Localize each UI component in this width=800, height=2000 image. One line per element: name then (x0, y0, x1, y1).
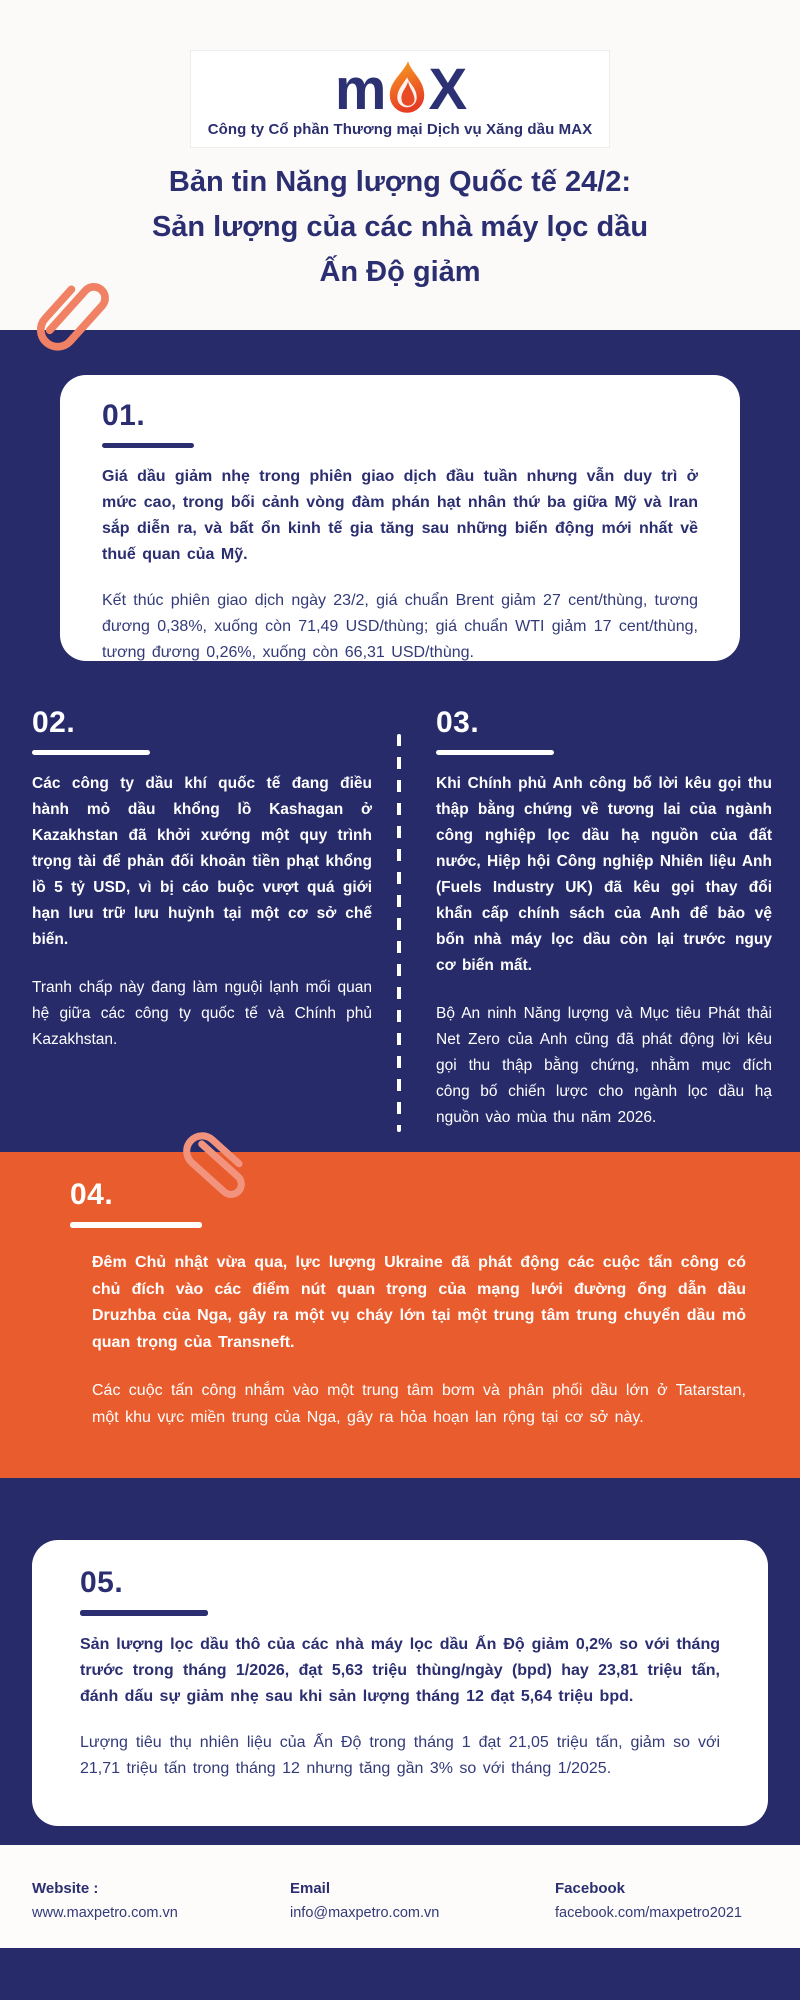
max-logo (334, 56, 466, 122)
section-02-underline (32, 750, 150, 755)
section-05-number: 05. (80, 1566, 124, 1599)
section-05-underline (80, 1610, 208, 1616)
logo-letter-x: X (428, 56, 466, 122)
section-05-body: Lượng tiêu thụ nhiên liệu của Ấn Độ trong tháng 1 đạt 21,05 triệu tấn, giảm so với 21,71 triệu tấn trong tháng 12 nhưng tăng gần 3% so với tháng 1/2025. (80, 1734, 720, 1777)
footer-website (32, 1880, 178, 1921)
footer-facebook-value: facebook.com/maxpetro2021 (555, 1905, 742, 1921)
section-04-number: 04. (70, 1178, 114, 1211)
section-01-card (60, 375, 740, 661)
section-03-underline (436, 750, 554, 755)
footer-email-label: Email (290, 1880, 331, 1897)
flame-icon (387, 60, 427, 116)
page-title-line3: Ấn Độ giảm (319, 256, 481, 288)
section-02-body: Tranh chấp này đang làm nguội lạnh mối quan hệ giữa các công ty quốc tế và Chính phủ Kazakhstan. (32, 979, 372, 1048)
section-02-number: 02. (32, 706, 76, 739)
section-03-lead: Khi Chính phủ Anh công bố lời kêu gọi thu thập bằng chứng về tương lai của ngành công nghiệp lọc dầu hạ nguồn của đất nước, Hiệp hội Công nghiệp Nhiên liệu Anh (Fuels Industry UK) đã kêu gọi thay đổi khẩn cấp chính sách của Anh để bảo vệ bốn nhà máy lọc dầu còn lại trước nguy cơ biến mất. (436, 775, 772, 974)
section-01-underline (102, 443, 194, 448)
logo-card (190, 50, 610, 148)
sections-02-03 (0, 706, 800, 1146)
section-05-lead: Sản lượng lọc dầu thô của các nhà máy lọc dầu Ấn Độ giảm 0,2% so với tháng trước trong tháng 1/2026, đạt 5,63 triệu thùng/ngày (bpd) hay 23,81 triệu tấn, đánh dấu sự giảm nhẹ sau khi sản lượng tháng 12 đạt 5,64 triệu bpd. (80, 1636, 720, 1705)
footer-website-label: Website : (32, 1880, 99, 1897)
company-name: Công ty Cổ phần Thương mại Dịch vụ Xăng dầu MAX (207, 120, 593, 138)
section-01-number: 01. (102, 399, 146, 432)
section-04-lead: Đêm Chủ nhật vừa qua, lực lượng Ukraine đã phát động các cuộc tấn công có chủ đích vào các điểm nút quan trọng của mạng lưới đường ống dẫn dầu Druzhba của Nga, gây ra một vụ cháy lớn tại một trung tâm trung chuyển dầu mỏ quan trọng của Transneft. (92, 1254, 746, 1351)
section-03 (436, 706, 772, 1131)
section-03-body: Bộ An ninh Năng lượng và Mục tiêu Phát thải Net Zero của Anh cũng đã phát động lời kêu gọi thu thập bằng chứng, nhằm mục đích công bố chiến lược cho ngành lọc dầu hạ nguồn vào mùa thu năm 2026. (436, 1005, 772, 1126)
footer-website-value: www.maxpetro.com.vn (32, 1905, 178, 1921)
footer-email-value: info@maxpetro.com.vn (290, 1905, 440, 1921)
logo-letter-m: m (334, 56, 385, 122)
page-title-line1: Bản tin Năng lượng Quốc tế 24/2: (168, 166, 632, 198)
footer-facebook (555, 1880, 742, 1921)
section-05-card (32, 1540, 768, 1826)
footer-facebook-label: Facebook (555, 1880, 626, 1897)
page-title-line2: Sản lượng của các nhà máy lọc dầu (151, 211, 649, 243)
section-04 (0, 1178, 800, 1431)
section-03-number: 03. (436, 706, 480, 739)
dashed-divider (397, 734, 401, 1132)
section-01-body: Kết thúc phiên giao dịch ngày 23/2, giá chuẩn Brent giảm 27 cent/thùng, tương đương 0,38%, xuống còn 71,49 USD/thùng; giá chuẩn WTI giảm 17 cent/thùng, tương đương 0,26%, xuống còn 66,31 USD/thùng. (102, 592, 698, 661)
section-02 (32, 706, 372, 1053)
section-04-body: Các cuộc tấn công nhắm vào một trung tâm bơm và phân phối dầu lớn ở Tatarstan, một khu vực miền trung của Nga, gây ra hỏa hoạn lan rộng tại cơ sở này. (92, 1382, 746, 1426)
section-01-lead: Giá dầu giảm nhẹ trong phiên giao dịch đầu tuần nhưng vẫn duy trì ở mức cao, trong bối cảnh vòng đàm phán hạt nhân thứ ba giữa Mỹ và Iran sắp diễn ra, và bất ổn kinh tế gia tăng sau những biến động mới nhất về thuế quan của Mỹ. (102, 468, 698, 563)
section-04-underline (70, 1222, 202, 1228)
page-title (0, 160, 800, 295)
footer-email (290, 1880, 439, 1921)
section-02-lead: Các công ty dầu khí quốc tế đang điều hành mỏ dầu khổng lồ Kashagan ở Kazakhstan đã khởi xướng một quy trình trọng tài để phản đối khoản tiền phạt khổng lồ 5 tỷ USD, vì bị cáo buộc vượt quá giới hạn lưu trữ lưu huỳnh tại một cơ sở chế biến. (32, 775, 372, 948)
navy-band-baseline (0, 1948, 800, 2000)
